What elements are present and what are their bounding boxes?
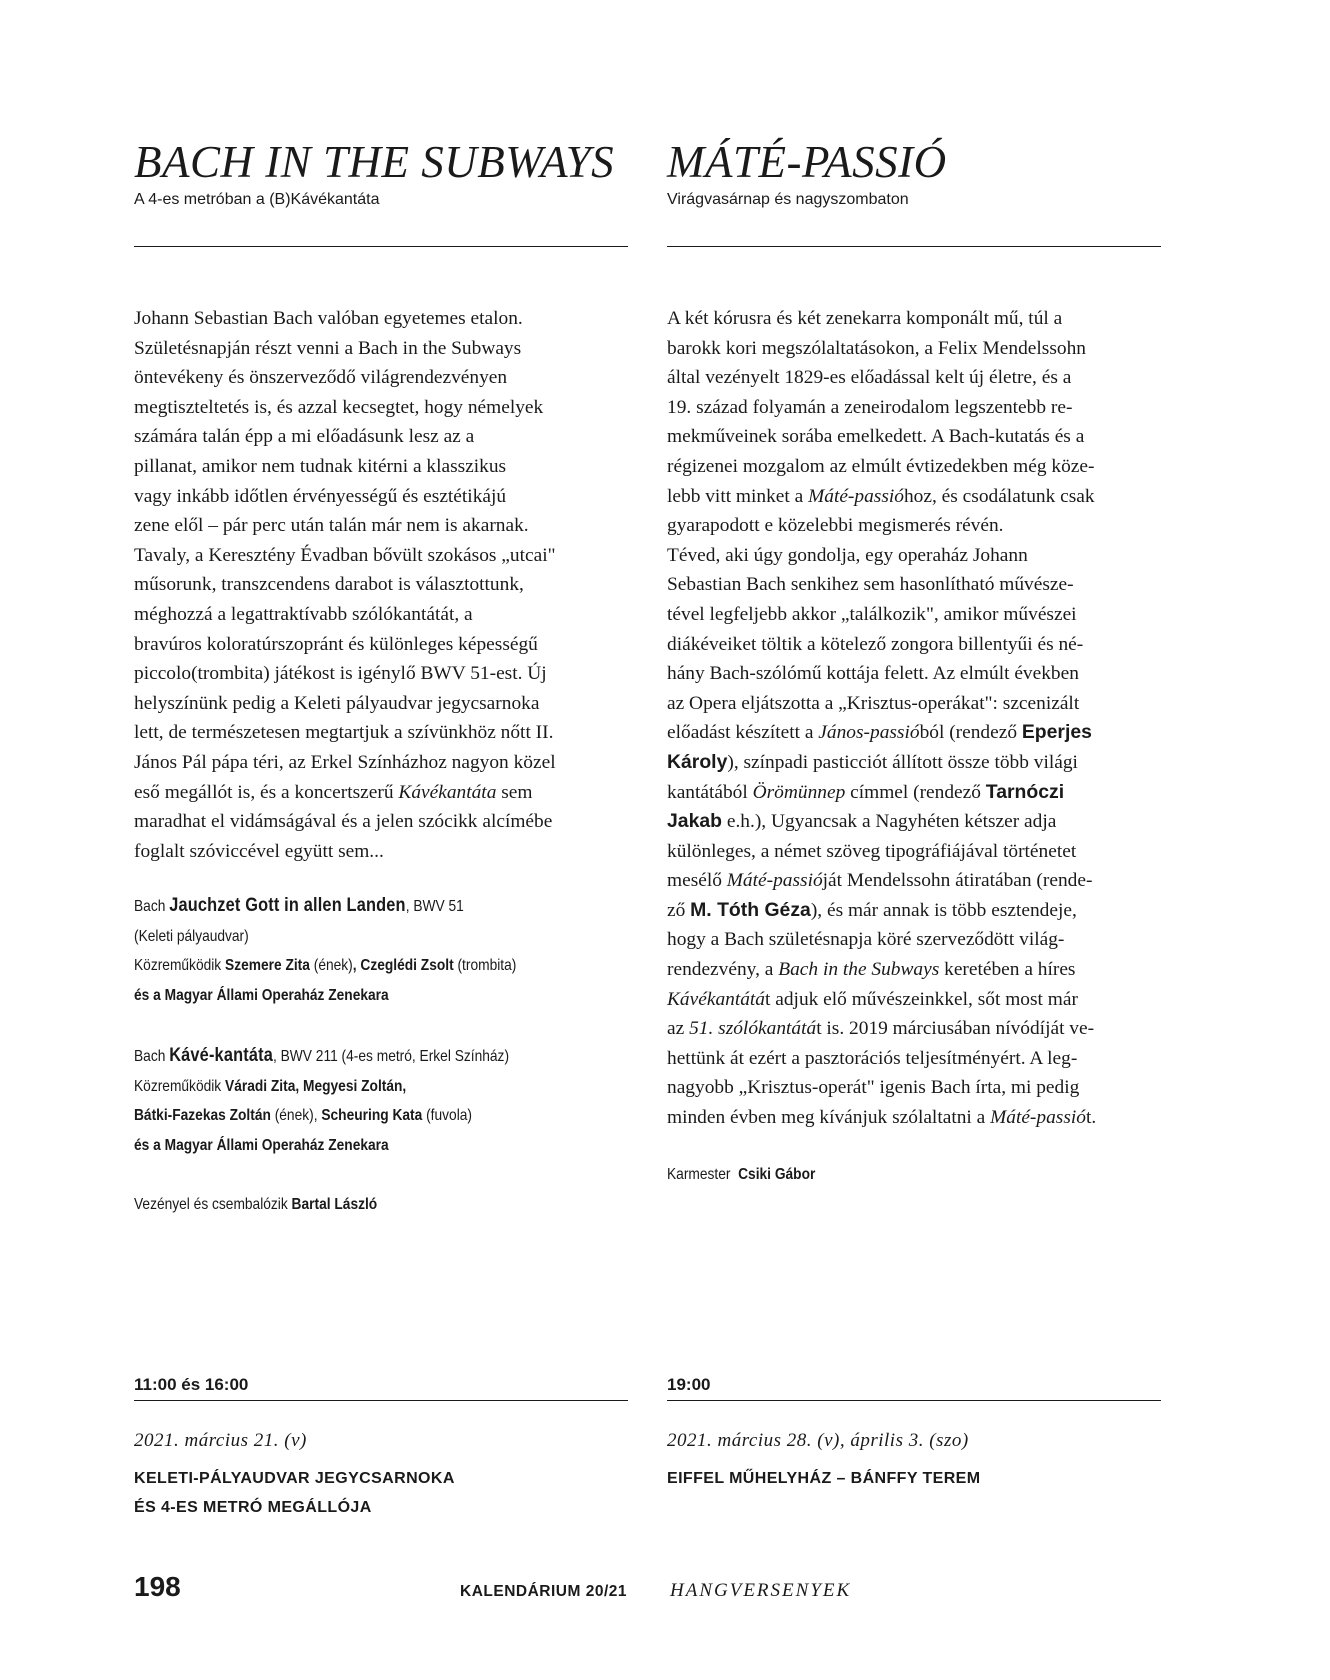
body-line: méghozzá a legattraktívabb szólókantátát, a (134, 603, 473, 625)
credit-text: (ének) (309, 957, 353, 974)
body-text-run: az (667, 1018, 690, 1040)
right-title: MÁTÉ-PASSIÓ (667, 137, 947, 187)
event-name-italic: Bach in the Subways (778, 959, 940, 981)
credit-line (134, 1131, 509, 1161)
body-line: zene elől – pár perc után talán már nem is akarnak. (134, 515, 529, 537)
performer-name: , Czeglédi Zsolt (352, 957, 454, 974)
body-line: A két kórusra és két zenekarra komponált mű, túl a (667, 308, 1063, 329)
body-line: hogy a Bach születésnapja köré szerveződött világ- (667, 929, 1065, 951)
person-name: Eperjes (1021, 721, 1092, 744)
body-text-run: t is. 2019 márciusában nívódíját ve- (816, 1018, 1095, 1040)
credit-line (134, 1101, 509, 1131)
work-title-italic: Örömünnep (752, 781, 846, 803)
venue-line: ÉS 4-ES METRÓ MEGÁLLÓJA (134, 1499, 372, 1516)
ensemble-name: és a Magyar Állami Operaház Zenekara (134, 1136, 389, 1154)
body-text-run: ), és már annak is több esztendeje, (810, 899, 1077, 921)
body-line (667, 748, 1096, 778)
body-line: pillanat, amikor nem tudnak kitérni a klasszikus (134, 455, 507, 477)
body-line (667, 718, 1096, 748)
work-title-italic: Máté-passió (726, 870, 823, 892)
left-credits-block-2 (134, 1041, 509, 1160)
body-line: nagyobb „Krisztus-operát" igenis Bach írta, mi pedig (667, 1077, 1080, 1099)
body-line: vagy inkább időtlen érvényességű és esztétikájú (134, 485, 507, 507)
person-name: Tarnóczi (985, 780, 1065, 803)
body-line: műsorunk, transzcendens darabot is választottunk, (134, 574, 524, 596)
person-name: M. Tóth Géza (690, 898, 811, 921)
work-title-italic: 51. szólókantátá (689, 1018, 817, 1040)
credit-line (134, 891, 516, 922)
credit-text: (ének), (270, 1107, 322, 1124)
body-line (667, 985, 1096, 1015)
body-text-run: ból (rendező (919, 722, 1022, 744)
right-body (667, 304, 1096, 1133)
body-line: megtiszteltetés is, és azzal kecsegtet, hogy némelyek (134, 396, 544, 418)
body-line: helyszínünk pedig a Keleti pályaudvar jegycsarnoka (134, 692, 540, 714)
conductor-name: Bartal László (291, 1196, 378, 1213)
body-line (667, 778, 1096, 808)
body-line: által vezényelt 1829-es előadással kelt új életre, és a (667, 367, 1072, 389)
left-top-divider (134, 246, 628, 247)
body-line: gyarapodott e közelebbi megismerés révén. (667, 515, 1004, 537)
footer-section: HANGVERSENYEK (670, 1580, 852, 1601)
work-title-italic: Máté-passió (808, 485, 904, 507)
body-line: különleges, a német szöveg tipográfiájával történetet (667, 840, 1077, 862)
left-credits-block-1 (134, 891, 516, 1010)
credit-line (134, 1041, 509, 1072)
page-number: 198 (134, 1571, 181, 1602)
right-subtitle: Virágvasárnap és nagyszombaton (667, 191, 909, 208)
performer-name: Scheuring Kata (321, 1107, 423, 1124)
body-line: Sebastian Bach senkihez sem hasonlítható művésze- (667, 574, 1074, 596)
body-text-run: címmel (rendező (845, 781, 986, 803)
work-title: Jauchzet Gott in allen Landen (169, 895, 406, 916)
left-date: 2021. március 21. (v) (134, 1430, 307, 1451)
work-title-italic: János-passió (818, 722, 920, 744)
venue-line: KELETI-PÁLYAUDVAR JEGYCSARNOKA (134, 1470, 455, 1487)
body-text-run: keretében a híres (939, 959, 1076, 981)
body-line (667, 1103, 1096, 1133)
body-line (667, 1014, 1096, 1044)
right-conductor (667, 1160, 815, 1190)
performer-name: Váradi Zita, Megyesi Zoltán, (225, 1077, 407, 1095)
work-title-italic: Máté-passió (990, 1107, 1086, 1129)
credit-text: Bach (134, 898, 170, 915)
left-bottom-divider (134, 1400, 628, 1401)
body-line: foglalt szóviccével együtt sem... (134, 840, 384, 862)
credit-text: (fuvola) (422, 1107, 472, 1124)
body-text-run: sem (496, 781, 533, 803)
person-name: Jakab (667, 810, 722, 833)
person-name: Károly (667, 750, 728, 773)
body-line: számára talán épp a mi előadásunk lesz az a (134, 426, 475, 448)
body-text-run: t adjuk elő művészeinkkel, sőt most már (765, 988, 1078, 1010)
body-line (134, 778, 556, 808)
credit-text: Közreműködik (134, 957, 226, 974)
body-line: lett, de természetesen megtartjuk a szívünkhöz nőtt II. (134, 722, 554, 744)
performer-name: Szemere Zita (225, 957, 310, 974)
body-line: diákéveiket töltik a kötelező zongora billentyűi és né- (667, 633, 1084, 655)
credit-text: Vezényel és csembalózik (134, 1196, 292, 1213)
credit-text: , BWV 211 (4-es metró, Erkel Színház) (272, 1048, 510, 1065)
credit-line (134, 951, 516, 981)
body-text-run: minden évben meg kívánjuk szólaltatni a (667, 1107, 991, 1129)
body-line: piccolo(trombita) játékost is igénylő BWV 51-est. Új (134, 663, 547, 685)
body-line: öntevékeny és önszerveződő világrendezvényen (134, 367, 508, 389)
body-line: János Pál pápa téri, az Erkel Színházhoz nagyon közel (134, 751, 556, 773)
conductor-name: Csiki Gábor (738, 1166, 816, 1183)
body-line (667, 482, 1096, 512)
credit-line (134, 1072, 509, 1102)
body-line: Téved, aki úgy gondolja, egy operaház Johann (667, 544, 1028, 566)
venue-line: EIFFEL MŰHELYHÁZ – BÁNFFY TEREM (667, 1470, 981, 1487)
body-text-run: e.h.), Ugyancsak a Nagyhéten kétszer adja (721, 811, 1057, 833)
body-text-run: mesélő (667, 870, 727, 892)
body-line: Johann Sebastian Bach valóban egyetemes etalon. (134, 308, 523, 329)
body-text-run: t. (1085, 1107, 1097, 1129)
body-line (667, 807, 1096, 837)
right-time: 19:00 (667, 1375, 711, 1394)
credit-line (134, 1190, 377, 1220)
left-venue (134, 1464, 455, 1522)
performer-name: Bátki-Fazekas Zoltán (134, 1107, 271, 1124)
credit-text: Bach (134, 1048, 170, 1065)
footer-magazine: KALENDÁRIUM 20/21 (460, 1583, 627, 1600)
credit-line (667, 1160, 815, 1190)
body-text-run: lebb vitt minket a (667, 485, 809, 507)
body-line: barokk kori megszólaltatásokon, a Felix Mendelssohn (667, 337, 1086, 359)
body-text-run: ), színpadi pasticciót állított össze több világi (727, 751, 1078, 773)
left-conductor (134, 1190, 377, 1220)
body-line: az Opera eljátszotta a „Krisztus-operákat": szcenizált (667, 692, 1080, 714)
body-text-run: előadást készített a (667, 722, 819, 744)
credit-text: Karmester (667, 1166, 731, 1183)
left-title: BACH IN THE SUBWAYS (134, 137, 615, 187)
body-text-run: ját Mendelssohn átiratában (rende- (822, 870, 1093, 892)
right-bottom-divider (667, 1400, 1161, 1401)
right-date: 2021. március 28. (v), április 3. (szo) (667, 1430, 969, 1451)
right-top-divider (667, 246, 1161, 247)
credit-text: (trombita) (453, 957, 517, 974)
work-title: Kávé-kantáta (169, 1045, 273, 1066)
credit-line (134, 981, 516, 1011)
body-line: Tavaly, a Keresztény Évadban bővült szokásos „utcai" (134, 544, 556, 566)
work-title-italic: Kávékantáta (398, 781, 497, 803)
body-line: Születésnapján részt venni a Bach in the Subways (134, 337, 522, 359)
body-line: hány Bach-szólómű kottája felett. Az elmúlt években (667, 663, 1079, 685)
body-line: 19. század folyamán a zeneirodalom legszentebb re- (667, 396, 1073, 418)
right-venue (667, 1464, 980, 1493)
credit-line: (Keleti pályaudvar) (134, 927, 249, 945)
body-text-run: kantátából (667, 781, 753, 803)
ensemble-name: és a Magyar Állami Operaház Zenekara (134, 986, 389, 1004)
work-title-italic: Kávékantátá (667, 988, 766, 1010)
credit-text: Közreműködik (134, 1077, 226, 1095)
body-line: tével legfeljebb akkor „találkozik", amikor művészei (667, 603, 1077, 625)
left-time: 11:00 és 16:00 (134, 1375, 249, 1394)
body-line: maradhat el vidámságával és a jelen szócikk alcímébe (134, 811, 553, 833)
body-line (667, 955, 1096, 985)
body-line (667, 866, 1096, 896)
body-text-run: eső megállót is, és a koncertszerű (134, 781, 399, 803)
body-line: bravúros koloratúrszopránt és különleges képességű (134, 633, 538, 655)
left-body (134, 304, 556, 866)
body-text-run: ző (667, 899, 691, 921)
credit-text: , BWV 51 (405, 898, 464, 915)
body-line: régizenei mozgalom az elmúlt évtizedekben még köze- (667, 455, 1095, 477)
body-text-run: hoz, és csodálatunk csak (903, 485, 1095, 507)
left-subtitle: A 4-es metróban a (B)Kávékantáta (134, 191, 380, 208)
body-line: mekműveinek sorába emelkedett. A Bach-kutatás és a (667, 426, 1085, 448)
body-line (667, 896, 1096, 926)
body-text-run: rendezvény, a (667, 959, 779, 981)
body-line: hettünk át ezért a pasztorációs teljesítményért. A leg- (667, 1047, 1078, 1069)
